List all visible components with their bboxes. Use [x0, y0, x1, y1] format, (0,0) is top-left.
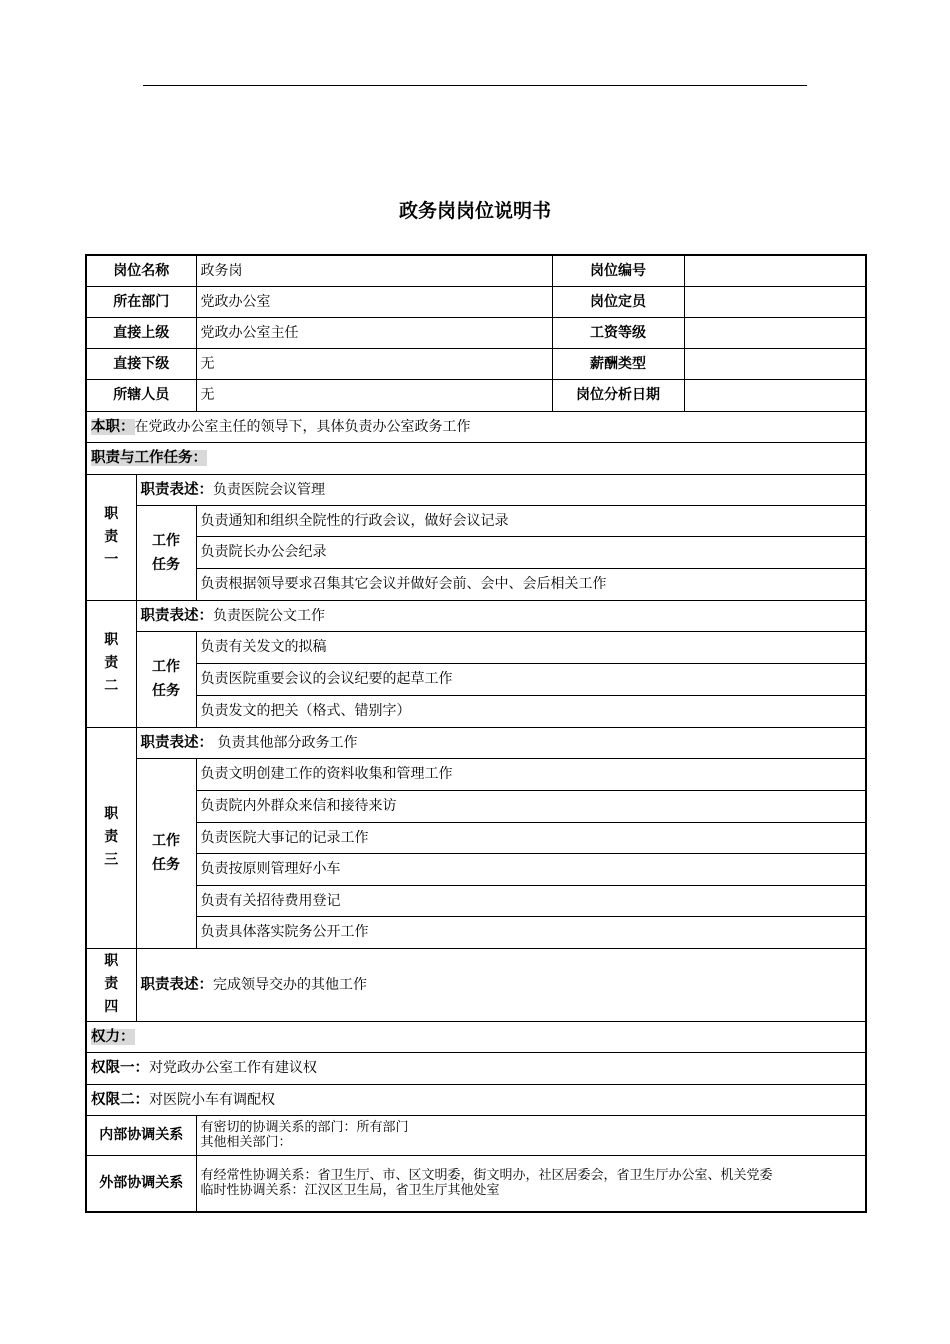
label-superior: 直接上级 — [86, 317, 196, 348]
internal-line-2: 其他相关部门： — [200, 1135, 292, 1150]
summary-label: 本职： — [91, 418, 135, 435]
duty-4-desc-label: 职责表述： — [140, 976, 213, 993]
external-coordination-text — [196, 1155, 866, 1212]
duty-3-name-line-3: 三 — [104, 852, 119, 868]
duty-1-desc-label: 职责表述： — [140, 481, 213, 498]
authority-1-label: 权限一： — [91, 1060, 149, 1076]
duty-2-task-1: 负责有关发文的拟稿 — [196, 631, 866, 663]
label-salary-grade: 工资等级 — [552, 317, 684, 348]
duty-2-desc-text: 负责医院公文工作 — [213, 607, 325, 624]
duty-2-task-row-2 — [86, 663, 866, 695]
authority-2 — [86, 1084, 866, 1115]
summary-cell — [86, 411, 866, 442]
duty-3-name-line-1: 职 — [104, 806, 119, 822]
duty-3-task-row-3 — [86, 822, 866, 853]
duty-3-task-4: 负责按原则管理好小车 — [196, 853, 866, 885]
duty-4-desc — [136, 948, 866, 1021]
duty-1-name-line-3: 一 — [104, 551, 119, 568]
duty-3-task-row-2 — [86, 790, 866, 822]
duty-1-task-2: 负责院长办公会纪录 — [196, 536, 866, 568]
duty-3-desc-label: 职责表述： — [140, 734, 213, 751]
duty-1-task-label-line-2: 任务 — [152, 556, 180, 573]
duty-2-name — [86, 600, 136, 727]
duty-3-desc — [136, 727, 866, 758]
duty-3-name — [86, 727, 136, 948]
duty-1-name — [86, 474, 136, 600]
value-subordinate: 无 — [196, 348, 552, 379]
job-description-table — [85, 254, 867, 1213]
duty-3-task-row-5 — [86, 885, 866, 916]
duty-1-task-3: 负责根据领导要求召集其它会议并做好会前、会中、会后相关工作 — [196, 568, 866, 600]
page-title: 政务岗岗位说明书 — [398, 200, 551, 222]
duty-2-task-3: 负责发文的把关（格式、错别字） — [196, 695, 866, 727]
duty-1-task-1: 负责通知和组织全院性的行政会议，做好会议记录 — [196, 505, 866, 536]
duty-2-task-label-line-2: 任务 — [152, 683, 180, 699]
authority-1 — [86, 1052, 866, 1084]
duty-1-task-row-3 — [86, 568, 866, 600]
duty-3-task-2: 负责院内外群众来信和接待来访 — [196, 790, 866, 822]
duty-2-desc — [136, 600, 866, 631]
value-position-code — [684, 255, 866, 286]
duty-3-task-row-1 — [86, 758, 866, 790]
label-headcount: 岗位定员 — [552, 286, 684, 317]
duty-3-name-line-2: 责 — [104, 829, 119, 845]
duty-1-desc — [136, 474, 866, 505]
internal-coordination-label: 内部协调关系 — [86, 1115, 196, 1155]
basic-row-dept — [86, 286, 866, 317]
duty-3-task-label-line-2: 任务 — [152, 857, 180, 873]
duty-2-name-line-1: 职 — [104, 632, 119, 648]
label-subordinate: 直接下级 — [86, 348, 196, 379]
authority-2-text: 对医院小车有调配权 — [149, 1091, 275, 1108]
external-line-1: 有经常性协调关系：省卫生厅、市、区文明委，街文明办，社区居委会，省卫生厅办公室、机关党委 — [200, 1168, 773, 1184]
duties-header: 职责与工作任务： — [91, 450, 207, 466]
label-position-name: 岗位名称 — [86, 255, 196, 286]
duty-1-desc-text: 负责医院会议管理 — [213, 481, 325, 498]
duty-2-task-row-3 — [86, 695, 866, 727]
internal-coordination-text — [196, 1115, 866, 1155]
duty-2-task-label — [136, 631, 196, 727]
authority-header-cell — [86, 1021, 866, 1052]
basic-row-subordinate — [86, 348, 866, 379]
duty-3-desc-row — [86, 727, 866, 758]
summary-text: 在党政办公室主任的领导下，具体负责办公室政务工作 — [134, 418, 471, 435]
duty-3-task-6: 负责具体落实院务公开工作 — [196, 916, 866, 948]
label-analysis-date: 岗位分析日期 — [552, 379, 684, 411]
authority-header: 权力： — [91, 1028, 135, 1045]
label-department: 所在部门 — [86, 286, 196, 317]
duty-2-desc-label: 职责表述： — [140, 607, 213, 624]
basic-row-staff — [86, 379, 866, 411]
duty-3-task-row-6 — [86, 916, 866, 948]
basic-row-name — [86, 255, 866, 286]
duty-3-desc-text: 负责其他部分政务工作 — [213, 734, 358, 751]
duty-2-task-row-1 — [86, 631, 866, 663]
label-pay-type: 薪酬类型 — [552, 348, 684, 379]
duty-2-desc-row — [86, 600, 866, 631]
authority-2-label: 权限二： — [91, 1091, 149, 1108]
duty-4-row — [86, 948, 866, 1021]
label-staff: 所辖人员 — [86, 379, 196, 411]
header-rule — [143, 85, 807, 86]
authority-1-text: 对党政办公室工作有建议权 — [149, 1060, 317, 1076]
duty-1-task-row-1 — [86, 505, 866, 536]
duty-3-task-1: 负责文明创建工作的资料收集和管理工作 — [196, 758, 866, 790]
duty-1-desc-row — [86, 474, 866, 505]
duty-2-task-2: 负责医院重要会议的会议纪要的起草工作 — [196, 663, 866, 695]
duty-3-task-label — [136, 758, 196, 948]
duty-4-desc-text: 完成领导交办的其他工作 — [213, 976, 367, 993]
duty-3-task-label-line-1: 工作 — [152, 833, 180, 849]
duty-1-name-line-2: 责 — [104, 528, 119, 545]
value-superior: 党政办公室主任 — [196, 317, 552, 348]
duty-3-task-3: 负责医院大事记的记录工作 — [196, 822, 866, 853]
internal-coordination-row — [86, 1115, 866, 1155]
value-analysis-date — [684, 379, 866, 411]
external-coordination-row — [86, 1155, 866, 1212]
duty-4-name-line-2: 责 — [104, 976, 119, 992]
duty-1-task-label — [136, 505, 196, 600]
duties-header-cell — [86, 442, 866, 474]
duty-3-task-row-4 — [86, 853, 866, 885]
duty-2-name-line-3: 二 — [104, 678, 119, 694]
external-line-2: 临时性协调关系：江汉区卫生局，省卫生厅其他处室 — [200, 1183, 500, 1199]
basic-row-superior — [86, 317, 866, 348]
value-position-name: 政务岗 — [196, 255, 552, 286]
authority-header-row — [86, 1021, 866, 1052]
authority-row-2 — [86, 1084, 866, 1115]
duty-1-task-label-line-1: 工作 — [152, 532, 180, 549]
duty-4-name-line-3: 四 — [104, 999, 119, 1015]
duty-3-task-5: 负责有关招待费用登记 — [196, 885, 866, 916]
value-salary-grade — [684, 317, 866, 348]
value-department: 党政办公室 — [196, 286, 552, 317]
duty-1-name-line-1: 职 — [104, 505, 119, 522]
authority-row-1 — [86, 1052, 866, 1084]
duty-1-task-row-2 — [86, 536, 866, 568]
value-headcount — [684, 286, 866, 317]
duty-2-task-label-line-1: 工作 — [152, 659, 180, 675]
external-coordination-label: 外部协调关系 — [86, 1155, 196, 1212]
internal-line-1: 有密切的协调关系的部门：所有部门 — [200, 1120, 409, 1135]
duty-2-name-line-2: 责 — [104, 655, 119, 671]
summary-row — [86, 411, 866, 442]
label-position-code: 岗位编号 — [552, 255, 684, 286]
duties-header-row — [86, 442, 866, 474]
value-pay-type — [684, 348, 866, 379]
duty-4-name-line-1: 职 — [104, 953, 119, 969]
value-staff: 无 — [196, 379, 552, 411]
duty-4-name — [86, 948, 136, 1021]
